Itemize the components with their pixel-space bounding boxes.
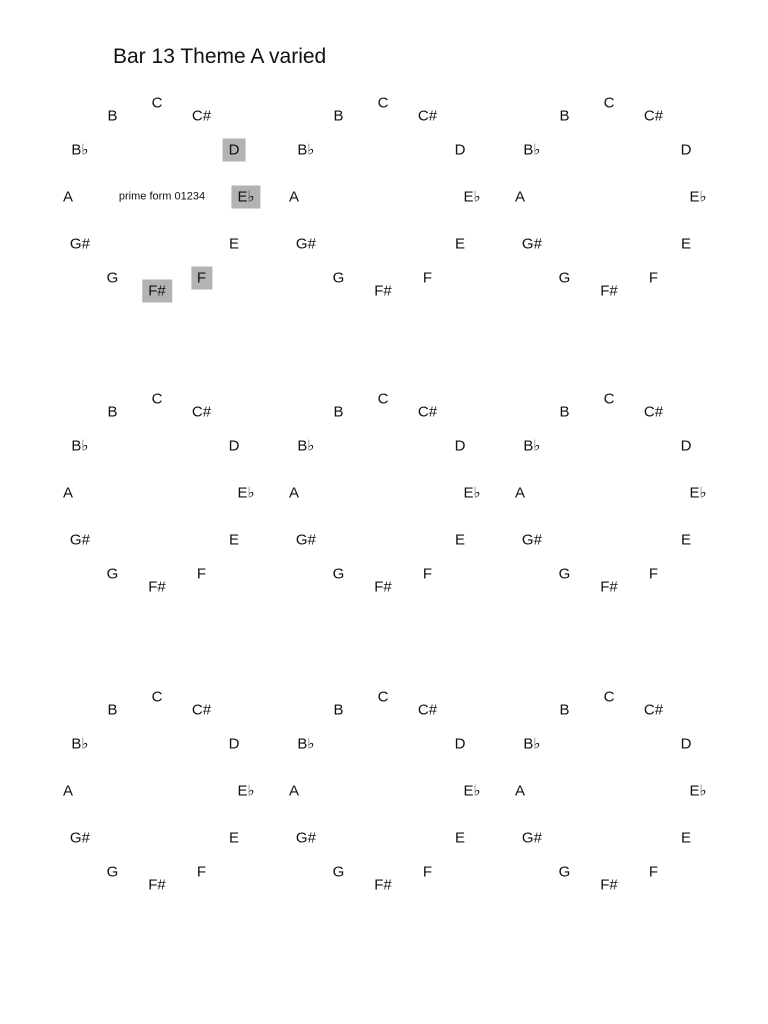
- note-label: B: [333, 403, 344, 421]
- note-label: C#: [191, 107, 212, 125]
- page-title: Bar 13 Theme A varied: [113, 45, 327, 68]
- note-label: D: [223, 139, 246, 162]
- note-label: C#: [417, 107, 438, 125]
- note-label: C#: [417, 701, 438, 719]
- note-label: B♭: [71, 437, 89, 455]
- note-label: F#: [600, 578, 618, 596]
- note-label: D: [680, 141, 692, 159]
- note-label: G: [558, 863, 571, 881]
- note-label: G: [106, 565, 119, 583]
- note-label: B♭: [297, 735, 315, 753]
- note-label: A: [288, 782, 300, 800]
- note-label: F#: [600, 876, 618, 894]
- note-label: A: [288, 484, 300, 502]
- note-label: E♭: [463, 484, 481, 502]
- note-label: E: [229, 531, 240, 549]
- note-label: F: [648, 269, 659, 287]
- pitch-class-clock-5: [283, 390, 509, 619]
- note-label: E♭: [689, 188, 707, 206]
- note-label: A: [514, 188, 526, 206]
- note-label: F: [422, 565, 433, 583]
- note-label: F: [422, 863, 433, 881]
- note-label: G#: [521, 829, 542, 847]
- note-label: C#: [643, 107, 664, 125]
- note-label: E♭: [689, 484, 707, 502]
- note-label: B: [559, 701, 570, 719]
- note-label: B♭: [297, 141, 315, 159]
- note-label: G: [558, 565, 571, 583]
- pitch-class-clock-4: [57, 390, 283, 619]
- note-label: B♭: [71, 735, 89, 753]
- note-label: D: [454, 437, 466, 455]
- note-label: C: [151, 688, 163, 706]
- note-label: D: [454, 735, 466, 753]
- pitch-class-clock-2: [283, 94, 509, 323]
- note-label: G#: [69, 531, 90, 549]
- note-label: F#: [142, 280, 172, 303]
- note-label: A: [62, 188, 74, 206]
- note-label: B♭: [523, 141, 541, 159]
- note-label: G: [332, 565, 345, 583]
- note-label: C: [151, 94, 163, 112]
- pitch-class-clock-8: [283, 688, 509, 917]
- note-label: C#: [191, 403, 212, 421]
- note-label: A: [514, 484, 526, 502]
- note-label: F#: [374, 282, 392, 300]
- note-label: A: [514, 782, 526, 800]
- pitch-class-clock-9: [509, 688, 735, 917]
- note-label: E♭: [231, 186, 260, 209]
- note-label: B♭: [297, 437, 315, 455]
- note-label: D: [228, 437, 240, 455]
- note-label: G#: [295, 829, 316, 847]
- note-label: G: [106, 863, 119, 881]
- pitch-class-clock-6: [509, 390, 735, 619]
- note-label: C: [603, 390, 615, 408]
- note-label: C#: [643, 701, 664, 719]
- note-label: F: [191, 267, 212, 290]
- note-label: E: [455, 235, 466, 253]
- note-label: B: [107, 701, 118, 719]
- note-label: F: [422, 269, 433, 287]
- note-label: B: [559, 403, 570, 421]
- note-label: F#: [374, 578, 392, 596]
- note-label: G#: [295, 531, 316, 549]
- note-label: C: [151, 390, 163, 408]
- note-label: E: [229, 235, 240, 253]
- note-label: F#: [374, 876, 392, 894]
- note-label: C: [377, 390, 389, 408]
- note-label: E: [681, 531, 692, 549]
- note-label: C: [603, 688, 615, 706]
- note-label: D: [454, 141, 466, 159]
- note-label: E♭: [237, 782, 255, 800]
- note-label: G: [332, 863, 345, 881]
- pitch-class-clock-1: [57, 94, 283, 323]
- note-label: G: [332, 269, 345, 287]
- prime-form-caption: prime form 01234: [118, 190, 206, 203]
- note-label: F: [648, 565, 659, 583]
- note-label: A: [62, 782, 74, 800]
- note-label: B♭: [523, 437, 541, 455]
- note-label: G: [106, 269, 119, 287]
- note-label: F#: [148, 876, 166, 894]
- note-label: C#: [191, 701, 212, 719]
- note-label: G: [558, 269, 571, 287]
- note-label: G#: [521, 235, 542, 253]
- note-label: F: [648, 863, 659, 881]
- note-label: B: [107, 403, 118, 421]
- note-label: B: [107, 107, 118, 125]
- note-label: E: [681, 829, 692, 847]
- pitch-class-clock-7: [57, 688, 283, 917]
- note-label: B: [333, 701, 344, 719]
- pitch-class-clock-3: [509, 94, 735, 323]
- note-label: B: [559, 107, 570, 125]
- note-label: E♭: [689, 782, 707, 800]
- note-label: C#: [417, 403, 438, 421]
- note-label: A: [288, 188, 300, 206]
- note-label: C: [377, 94, 389, 112]
- note-label: F: [196, 863, 207, 881]
- note-label: D: [680, 437, 692, 455]
- note-label: E♭: [237, 484, 255, 502]
- note-label: E: [455, 829, 466, 847]
- note-label: G#: [295, 235, 316, 253]
- note-label: G#: [69, 235, 90, 253]
- note-label: E: [681, 235, 692, 253]
- note-label: D: [680, 735, 692, 753]
- note-label: E♭: [463, 188, 481, 206]
- note-label: B♭: [71, 141, 89, 159]
- note-label: B: [333, 107, 344, 125]
- note-label: C#: [643, 403, 664, 421]
- note-label: F#: [148, 578, 166, 596]
- note-label: C: [377, 688, 389, 706]
- note-label: A: [62, 484, 74, 502]
- note-label: B♭: [523, 735, 541, 753]
- note-label: D: [228, 735, 240, 753]
- note-label: E: [229, 829, 240, 847]
- note-label: G#: [69, 829, 90, 847]
- note-label: F#: [600, 282, 618, 300]
- note-label: E♭: [463, 782, 481, 800]
- note-label: C: [603, 94, 615, 112]
- note-label: G#: [521, 531, 542, 549]
- note-label: E: [455, 531, 466, 549]
- note-label: F: [196, 565, 207, 583]
